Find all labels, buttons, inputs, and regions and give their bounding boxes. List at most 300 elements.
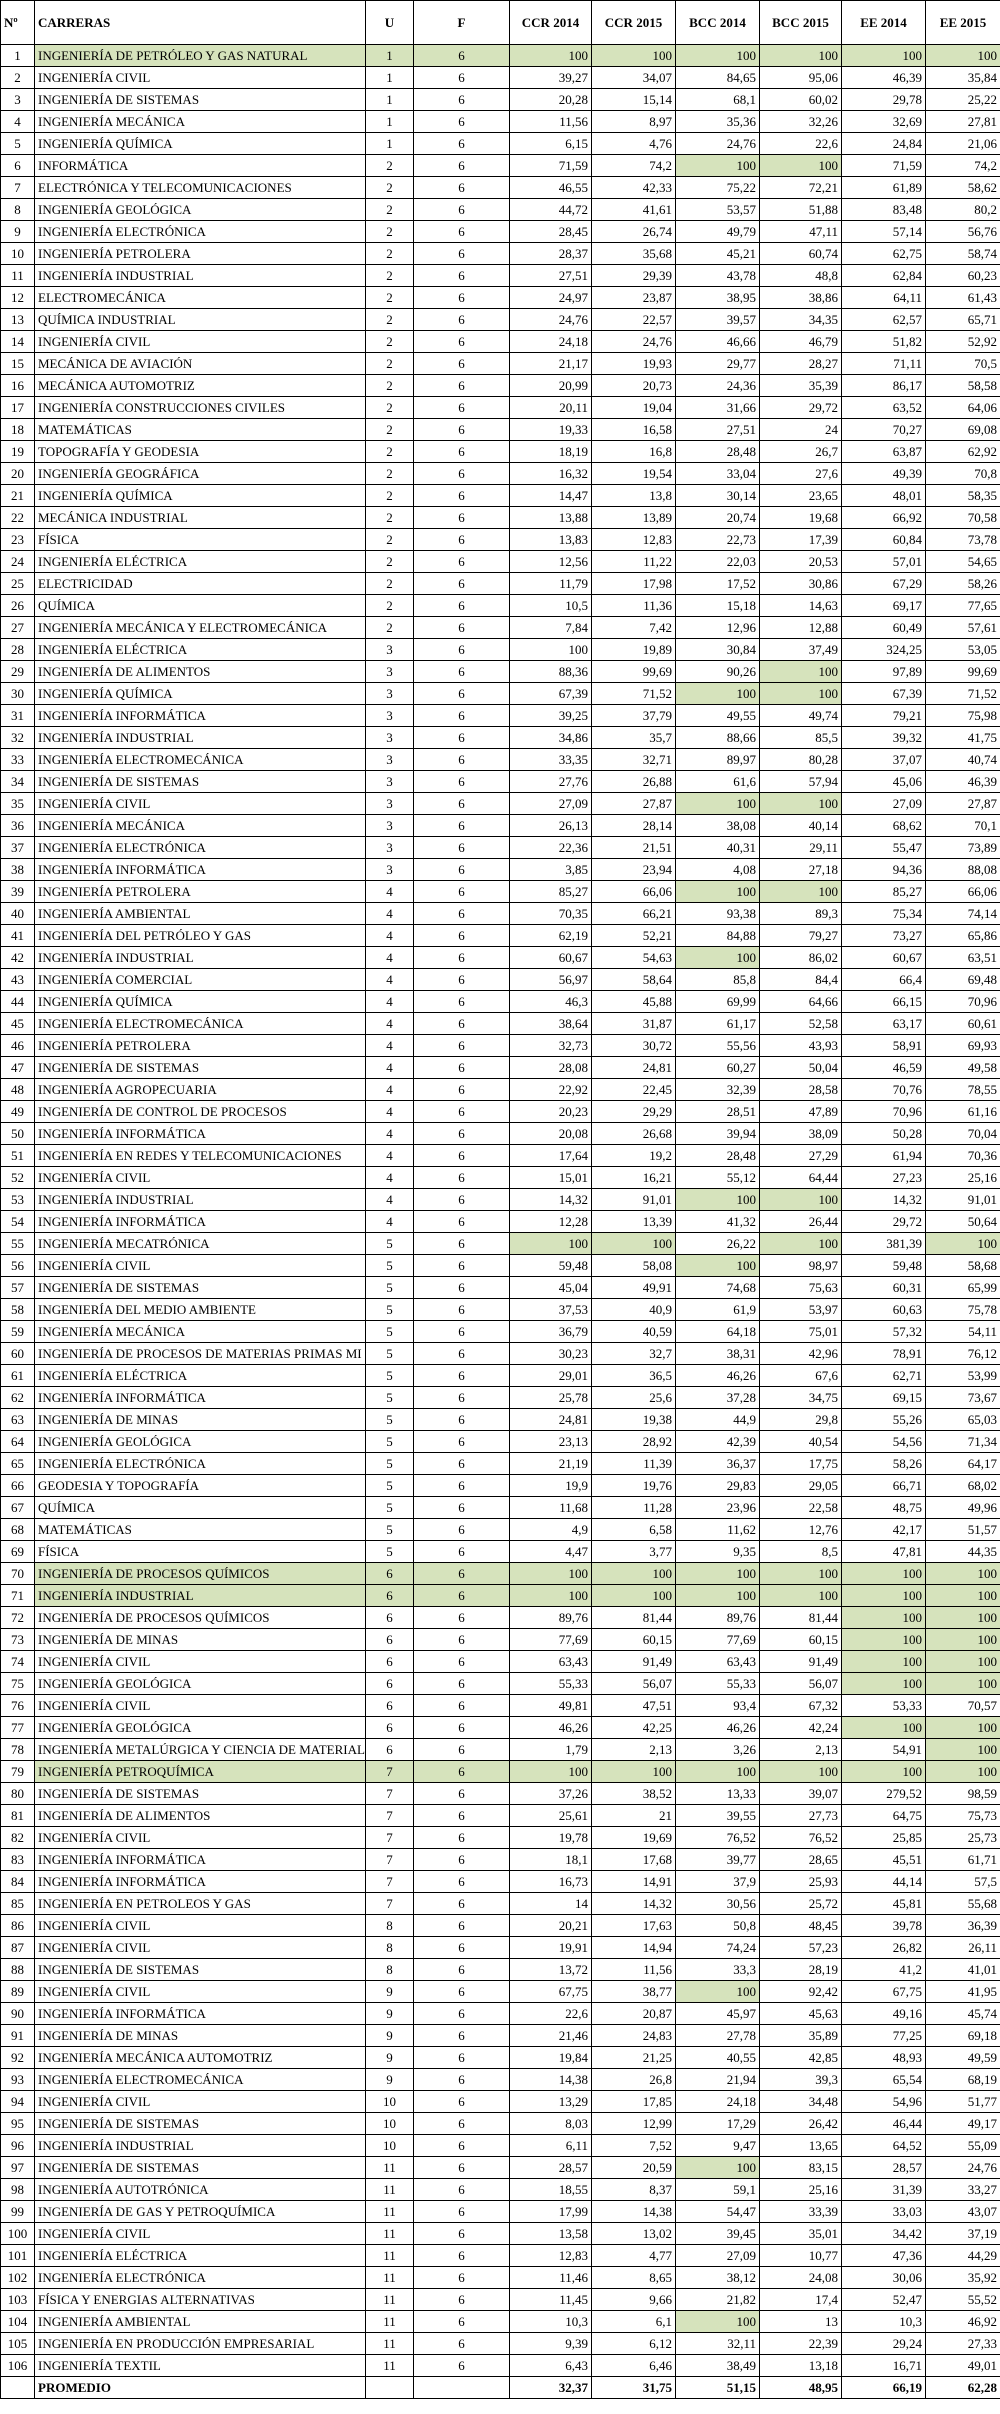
- ee-2015-value: 69,93: [926, 1035, 1000, 1057]
- bcc-2014-value: 49,79: [676, 221, 760, 243]
- bcc-2014-value: 38,31: [676, 1343, 760, 1365]
- row-number: 106: [1, 2355, 35, 2377]
- table-row: [1, 1101, 1000, 1123]
- row-number: 95: [1, 2113, 35, 2135]
- bcc-2015-value: 100: [760, 683, 842, 705]
- ccr-2014-value: 45,04: [510, 1277, 592, 1299]
- ccr-2014-value: 100: [510, 1563, 592, 1585]
- ee-2014-value: 47,81: [842, 1541, 926, 1563]
- career-name: INGENIERÍA EN PETROLEOS Y GAS: [35, 1893, 366, 1915]
- row-number: 41: [1, 925, 35, 947]
- u-value: 7: [366, 1849, 414, 1871]
- u-value: 2: [366, 441, 414, 463]
- ee-2015-value: 100: [926, 1563, 1000, 1585]
- ccr-2014-value: 11,56: [510, 111, 592, 133]
- ccr-2015-value: 19,2: [592, 1145, 676, 1167]
- ee-2015-value: 65,71: [926, 309, 1000, 331]
- ccr-2014-value: 27,51: [510, 265, 592, 287]
- career-name: INGENIERÍA MECATRÓNICA: [35, 1233, 366, 1255]
- total-empty-cell: [414, 2377, 510, 2399]
- row-number: 12: [1, 287, 35, 309]
- row-number: 48: [1, 1079, 35, 1101]
- row-number: 83: [1, 1849, 35, 1871]
- f-value: 6: [414, 1035, 510, 1057]
- f-value: 6: [414, 221, 510, 243]
- bcc-2015-value: 8,5: [760, 1541, 842, 1563]
- ee-2014-value: 33,03: [842, 2201, 926, 2223]
- career-name: MECÁNICA AUTOMOTRIZ: [35, 375, 366, 397]
- ccr-2015-value: 22,57: [592, 309, 676, 331]
- table-row: [1, 133, 1000, 155]
- row-number: 9: [1, 221, 35, 243]
- table-row: [1, 1277, 1000, 1299]
- bcc-2015-value: 100: [760, 881, 842, 903]
- bcc-2015-value: 14,63: [760, 595, 842, 617]
- bcc-2015-value: 19,68: [760, 507, 842, 529]
- u-value: 3: [366, 749, 414, 771]
- u-value: 6: [366, 1563, 414, 1585]
- ccr-2015-value: 26,88: [592, 771, 676, 793]
- ccr-2015-value: 24,83: [592, 2025, 676, 2047]
- ee-2014-value: 46,39: [842, 67, 926, 89]
- u-value: 5: [366, 1233, 414, 1255]
- bcc-2014-value: 32,39: [676, 1079, 760, 1101]
- row-number: 56: [1, 1255, 35, 1277]
- ee-2015-value: 25,73: [926, 1827, 1000, 1849]
- table-row: [1, 2069, 1000, 2091]
- ee-2015-value: 27,33: [926, 2333, 1000, 2355]
- bcc-2014-value: 46,26: [676, 1717, 760, 1739]
- bcc-2015-value: 80,28: [760, 749, 842, 771]
- bcc-2014-value: 33,04: [676, 463, 760, 485]
- row-number: 85: [1, 1893, 35, 1915]
- bcc-2015-value: 37,49: [760, 639, 842, 661]
- bcc-2014-value: 9,35: [676, 1541, 760, 1563]
- career-name: INGENIERÍA DE MINAS: [35, 1409, 366, 1431]
- ccr-2014-value: 18,55: [510, 2179, 592, 2201]
- row-number: 39: [1, 881, 35, 903]
- ccr-2015-value: 56,07: [592, 1673, 676, 1695]
- ee-2014-value: 62,57: [842, 309, 926, 331]
- ccr-2014-value: 14,32: [510, 1189, 592, 1211]
- ccr-2015-value: 19,69: [592, 1827, 676, 1849]
- bcc-2014-value: 38,12: [676, 2267, 760, 2289]
- row-number: 71: [1, 1585, 35, 1607]
- u-value: 11: [366, 2289, 414, 2311]
- f-value: 6: [414, 771, 510, 793]
- f-value: 6: [414, 925, 510, 947]
- ccr-2015-value: 100: [592, 1563, 676, 1585]
- bcc-2015-value: 22,6: [760, 133, 842, 155]
- ccr-2014-value: 21,46: [510, 2025, 592, 2047]
- f-value: 6: [414, 1717, 510, 1739]
- bcc-2015-value: 12,88: [760, 617, 842, 639]
- ccr-2014-value: 11,45: [510, 2289, 592, 2311]
- row-number: 79: [1, 1761, 35, 1783]
- row-number: 53: [1, 1189, 35, 1211]
- f-value: 6: [414, 243, 510, 265]
- table-row: [1, 199, 1000, 221]
- f-value: 6: [414, 1475, 510, 1497]
- u-value: 6: [366, 1673, 414, 1695]
- ee-2015-value: 64,17: [926, 1453, 1000, 1475]
- f-value: 6: [414, 2135, 510, 2157]
- ee-2014-value: 100: [842, 1607, 926, 1629]
- table-row: [1, 1013, 1000, 1035]
- ee-2014-value: 54,56: [842, 1431, 926, 1453]
- bcc-2015-value: 84,4: [760, 969, 842, 991]
- bcc-2014-value: 40,31: [676, 837, 760, 859]
- ee-2014-value: 62,75: [842, 243, 926, 265]
- ee-2015-value: 73,78: [926, 529, 1000, 551]
- career-name: MATEMÁTICAS: [35, 419, 366, 441]
- f-value: 6: [414, 1211, 510, 1233]
- ccr-2014-value: 28,45: [510, 221, 592, 243]
- ccr-2014-value: 7,84: [510, 617, 592, 639]
- career-name: INGENIERÍA CIVIL: [35, 1695, 366, 1717]
- ccr-2014-value: 39,25: [510, 705, 592, 727]
- f-value: 6: [414, 2025, 510, 2047]
- bcc-2015-value: 27,29: [760, 1145, 842, 1167]
- ccr-2014-value: 36,79: [510, 1321, 592, 1343]
- ee-2015-value: 44,29: [926, 2245, 1000, 2267]
- ccr-2014-value: 37,26: [510, 1783, 592, 1805]
- u-value: 4: [366, 1057, 414, 1079]
- ccr-2014-value: 20,11: [510, 397, 592, 419]
- ee-2015-value: 50,64: [926, 1211, 1000, 1233]
- ee-2014-value: 71,59: [842, 155, 926, 177]
- f-value: 6: [414, 1607, 510, 1629]
- bcc-2014-value: 41,32: [676, 1211, 760, 1233]
- career-name: INGENIERÍA DE PROCESOS QUÍMICOS: [35, 1563, 366, 1585]
- bcc-2015-value: 25,16: [760, 2179, 842, 2201]
- u-value: 7: [366, 1893, 414, 1915]
- bcc-2015-value: 28,65: [760, 1849, 842, 1871]
- f-value: 6: [414, 1981, 510, 2003]
- bcc-2015-value: 39,07: [760, 1783, 842, 1805]
- ccr-2014-value: 100: [510, 1585, 592, 1607]
- bcc-2015-value: 51,88: [760, 199, 842, 221]
- ee-2015-value: 24,76: [926, 2157, 1000, 2179]
- table-row: [1, 1211, 1000, 1233]
- row-number: 4: [1, 111, 35, 133]
- ccr-2015-value: 7,42: [592, 617, 676, 639]
- ccr-2015-value: 42,25: [592, 1717, 676, 1739]
- career-name: INGENIERÍA DE PROCESOS DE MATERIAS PRIMAS MI: [35, 1343, 366, 1365]
- row-number: 74: [1, 1651, 35, 1673]
- ccr-2015-value: 4,76: [592, 133, 676, 155]
- row-number: 43: [1, 969, 35, 991]
- ccr-2015-value: 41,61: [592, 199, 676, 221]
- ccr-2015-value: 35,68: [592, 243, 676, 265]
- bcc-2014-value: 61,17: [676, 1013, 760, 1035]
- career-name: INGENIERÍA ELECTROMECÁNICA: [35, 1013, 366, 1035]
- bcc-2014-value: 90,26: [676, 661, 760, 683]
- ccr-2014-value: 13,83: [510, 529, 592, 551]
- ee-2014-value: 67,29: [842, 573, 926, 595]
- f-value: 6: [414, 1387, 510, 1409]
- table-row: [1, 2355, 1000, 2377]
- career-name: INGENIERÍA DE GAS Y PETROQUÍMICA: [35, 2201, 366, 2223]
- table-row: [1, 705, 1000, 727]
- table-row: [1, 837, 1000, 859]
- ee-2015-value: 76,12: [926, 1343, 1000, 1365]
- f-value: 6: [414, 749, 510, 771]
- u-value: 11: [366, 2245, 414, 2267]
- ccr-2014-value: 12,56: [510, 551, 592, 573]
- career-name: INGENIERÍA GEOGRÁFICA: [35, 463, 366, 485]
- table-row: [1, 903, 1000, 925]
- row-number: 97: [1, 2157, 35, 2179]
- table-row: [1, 815, 1000, 837]
- table-row: [1, 507, 1000, 529]
- ccr-2014-value: 6,15: [510, 133, 592, 155]
- ee-2014-value: 26,82: [842, 1937, 926, 1959]
- ee-2015-value: 51,57: [926, 1519, 1000, 1541]
- table-row: [1, 419, 1000, 441]
- row-number: 30: [1, 683, 35, 705]
- bcc-2014-value: 100: [676, 1585, 760, 1607]
- ee-2014-value: 64,75: [842, 1805, 926, 1827]
- bcc-2015-value: 17,4: [760, 2289, 842, 2311]
- ee-2014-value: 64,52: [842, 2135, 926, 2157]
- ee-2014-value: 70,27: [842, 419, 926, 441]
- table-row: [1, 309, 1000, 331]
- bcc-2014-value: 22,73: [676, 529, 760, 551]
- bcc-2015-value: 28,58: [760, 1079, 842, 1101]
- ee-2014-value: 100: [842, 1717, 926, 1739]
- ee-2015-value: 77,65: [926, 595, 1000, 617]
- ee-2014-value: 66,92: [842, 507, 926, 529]
- bcc-2014-value: 32,11: [676, 2333, 760, 2355]
- ee-2015-value: 56,76: [926, 221, 1000, 243]
- f-value: 6: [414, 1827, 510, 1849]
- ee-2014-value: 45,51: [842, 1849, 926, 1871]
- bcc-2015-value: 26,7: [760, 441, 842, 463]
- ccr-2014-value: 49,81: [510, 1695, 592, 1717]
- f-value: 6: [414, 793, 510, 815]
- row-number: 72: [1, 1607, 35, 1629]
- table-row: [1, 969, 1000, 991]
- f-value: 6: [414, 1277, 510, 1299]
- u-value: 5: [366, 1475, 414, 1497]
- bcc-2015-value: 13,18: [760, 2355, 842, 2377]
- ee-2014-value: 73,27: [842, 925, 926, 947]
- u-value: 4: [366, 1035, 414, 1057]
- ee-2015-value: 75,73: [926, 1805, 1000, 1827]
- ccr-2015-value: 13,39: [592, 1211, 676, 1233]
- header-no: Nº: [1, 1, 35, 45]
- ee-2014-value: 100: [842, 1761, 926, 1783]
- row-number: 44: [1, 991, 35, 1013]
- f-value: 6: [414, 1915, 510, 1937]
- u-value: 1: [366, 45, 414, 67]
- bcc-2015-value: 20,53: [760, 551, 842, 573]
- f-value: 6: [414, 573, 510, 595]
- ccr-2015-value: 40,9: [592, 1299, 676, 1321]
- u-value: 2: [366, 155, 414, 177]
- f-value: 6: [414, 1057, 510, 1079]
- row-number: 23: [1, 529, 35, 551]
- career-name: INGENIERÍA PETROLERA: [35, 881, 366, 903]
- ccr-2014-value: 56,97: [510, 969, 592, 991]
- ee-2014-value: 16,71: [842, 2355, 926, 2377]
- ccr-2014-value: 88,36: [510, 661, 592, 683]
- ee-2015-value: 25,22: [926, 89, 1000, 111]
- row-number: 89: [1, 1981, 35, 2003]
- row-number: 50: [1, 1123, 35, 1145]
- ccr-2014-value: 19,9: [510, 1475, 592, 1497]
- bcc-2015-value: 29,8: [760, 1409, 842, 1431]
- u-value: 1: [366, 111, 414, 133]
- f-value: 6: [414, 2179, 510, 2201]
- table-row: [1, 2091, 1000, 2113]
- row-number: 93: [1, 2069, 35, 2091]
- row-number: 15: [1, 353, 35, 375]
- ee-2014-value: 279,52: [842, 1783, 926, 1805]
- table-row: [1, 1849, 1000, 1871]
- career-name: INGENIERÍA CIVIL: [35, 1255, 366, 1277]
- row-number: 19: [1, 441, 35, 463]
- ccr-2014-value: 32,73: [510, 1035, 592, 1057]
- career-name: INGENIERÍA ELÉCTRICA: [35, 1365, 366, 1387]
- ee-2015-value: 52,92: [926, 331, 1000, 353]
- f-value: 6: [414, 2047, 510, 2069]
- career-name: INGENIERÍA ELÉCTRICA: [35, 551, 366, 573]
- bcc-2015-value: 26,44: [760, 1211, 842, 1233]
- f-value: 6: [414, 485, 510, 507]
- table-row: [1, 1431, 1000, 1453]
- row-number: 46: [1, 1035, 35, 1057]
- ccr-2014-value: 17,99: [510, 2201, 592, 2223]
- ee-2015-value: 27,87: [926, 793, 1000, 815]
- u-value: 2: [366, 595, 414, 617]
- ccr-2014-value: 14,47: [510, 485, 592, 507]
- ee-2015-value: 51,77: [926, 2091, 1000, 2113]
- table-row: [1, 925, 1000, 947]
- bcc-2014-value: 63,43: [676, 1651, 760, 1673]
- table-row: [1, 1519, 1000, 1541]
- ee-2015-value: 100: [926, 1673, 1000, 1695]
- ccr-2014-value: 20,28: [510, 89, 592, 111]
- row-number: 47: [1, 1057, 35, 1079]
- ee-2014-value: 381,39: [842, 1233, 926, 1255]
- u-value: 2: [366, 397, 414, 419]
- ee-2014-value: 324,25: [842, 639, 926, 661]
- u-value: 5: [366, 1343, 414, 1365]
- career-name: ELECTROMECÁNICA: [35, 287, 366, 309]
- ee-2015-value: 37,19: [926, 2223, 1000, 2245]
- bcc-2015-value: 23,65: [760, 485, 842, 507]
- u-value: 5: [366, 1519, 414, 1541]
- career-name: INGENIERÍA DE SISTEMAS: [35, 89, 366, 111]
- career-name: INGENIERÍA INFORMÁTICA: [35, 859, 366, 881]
- bcc-2014-value: 43,78: [676, 265, 760, 287]
- row-number: 8: [1, 199, 35, 221]
- ee-2014-value: 60,84: [842, 529, 926, 551]
- row-number: 54: [1, 1211, 35, 1233]
- career-name: INGENIERÍA INDUSTRIAL: [35, 265, 366, 287]
- ccr-2015-value: 31,87: [592, 1013, 676, 1035]
- bcc-2015-value: 27,6: [760, 463, 842, 485]
- ccr-2014-value: 60,67: [510, 947, 592, 969]
- ee-2014-value: 78,91: [842, 1343, 926, 1365]
- f-value: 6: [414, 639, 510, 661]
- ccr-2014-value: 22,36: [510, 837, 592, 859]
- ee-2015-value: 100: [926, 1607, 1000, 1629]
- ee-2014-value: 63,87: [842, 441, 926, 463]
- u-value: 2: [366, 309, 414, 331]
- row-number: 84: [1, 1871, 35, 1893]
- ccr-2015-value: 6,1: [592, 2311, 676, 2333]
- bcc-2015-value: 30,86: [760, 573, 842, 595]
- table-row: [1, 2157, 1000, 2179]
- bcc-2015-value: 34,48: [760, 2091, 842, 2113]
- u-value: 1: [366, 67, 414, 89]
- u-value: 9: [366, 1981, 414, 2003]
- f-value: 6: [414, 2223, 510, 2245]
- ccr-2014-value: 20,08: [510, 1123, 592, 1145]
- ee-2014-value: 42,17: [842, 1519, 926, 1541]
- total-empty-cell: [366, 2377, 414, 2399]
- career-name: INGENIERÍA MECÁNICA: [35, 1321, 366, 1343]
- table-row: [1, 2223, 1000, 2245]
- row-number: 63: [1, 1409, 35, 1431]
- table-row: [1, 1915, 1000, 1937]
- ee-2014-value: 37,07: [842, 749, 926, 771]
- f-value: 6: [414, 2333, 510, 2355]
- ccr-2015-value: 100: [592, 1585, 676, 1607]
- ee-2014-value: 79,21: [842, 705, 926, 727]
- ee-2015-value: 64,06: [926, 397, 1000, 419]
- u-value: 2: [366, 243, 414, 265]
- career-name: INGENIERÍA QUÍMICA: [35, 485, 366, 507]
- ccr-2015-value: 19,04: [592, 397, 676, 419]
- header-bcc-2015: BCC 2015: [760, 1, 842, 45]
- ccr-2015-value: 15,14: [592, 89, 676, 111]
- bcc-2014-value: 100: [676, 1189, 760, 1211]
- ee-2015-value: 65,03: [926, 1409, 1000, 1431]
- ccr-2015-value: 38,77: [592, 1981, 676, 2003]
- table-row: [1, 2201, 1000, 2223]
- ee-2014-value: 60,49: [842, 617, 926, 639]
- ccr-2015-value: 91,49: [592, 1651, 676, 1673]
- ee-2015-value: 54,65: [926, 551, 1000, 573]
- u-value: 4: [366, 903, 414, 925]
- bcc-2014-value: 55,56: [676, 1035, 760, 1057]
- ee-2015-value: 35,92: [926, 2267, 1000, 2289]
- bcc-2015-value: 53,97: [760, 1299, 842, 1321]
- f-value: 6: [414, 133, 510, 155]
- ee-2014-value: 30,06: [842, 2267, 926, 2289]
- u-value: 5: [366, 1365, 414, 1387]
- ee-2014-value: 68,62: [842, 815, 926, 837]
- ccr-2014-value: 13,72: [510, 1959, 592, 1981]
- table-row: [1, 1563, 1000, 1585]
- ee-2015-value: 58,74: [926, 243, 1000, 265]
- table-row: [1, 1321, 1000, 1343]
- ee-2014-value: 63,17: [842, 1013, 926, 1035]
- bcc-2015-value: 100: [760, 661, 842, 683]
- bcc-2015-value: 47,11: [760, 221, 842, 243]
- bcc-2014-value: 42,39: [676, 1431, 760, 1453]
- ee-2014-value: 54,91: [842, 1739, 926, 1761]
- ccr-2015-value: 19,54: [592, 463, 676, 485]
- bcc-2015-value: 25,93: [760, 1871, 842, 1893]
- career-name: INGENIERÍA CIVIL: [35, 793, 366, 815]
- ee-2015-value: 70,57: [926, 1695, 1000, 1717]
- ccr-2014-value: 46,26: [510, 1717, 592, 1739]
